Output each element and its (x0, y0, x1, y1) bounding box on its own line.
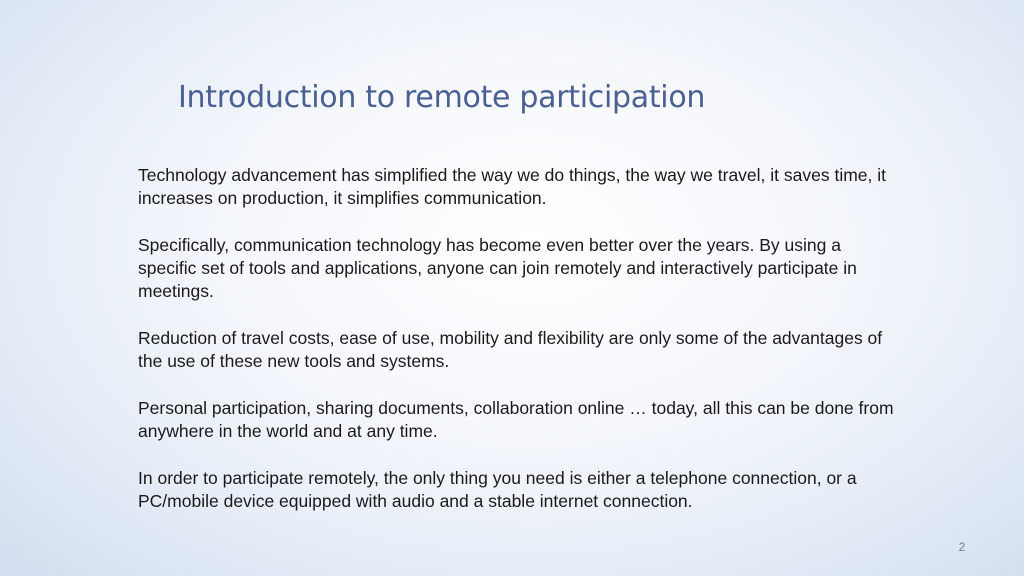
paragraph-advantages: Reduction of travel costs, ease of use, mobility and flexibility are only some of the advantages of the use of these new tools and systems. (138, 328, 883, 372)
paragraph-communication-technology: Specifically, communication technology has become even better over the years. By using a specific set of tools and applications, anyone can join remotely and interactively participate in meetings. (138, 234, 857, 302)
paragraph-requirements: In order to participate remotely, the only thing you need is either a telephone connection, or a PC/mobile device equipped with audio and a stable internet connection. (138, 467, 857, 512)
paragraph-technology-advancement: Technology advancement has simplified the way we do things, the way we travel, it saves time, it increases on production, it simplifies communication. (138, 165, 887, 209)
page-number: 2 (958, 540, 966, 554)
paragraph-personal-participation: Personal participation, sharing documents, collaboration online … today, all this can be done from anywhere in the world and at any time. (138, 397, 894, 442)
slide-title: Introduction to remote participation (178, 80, 706, 115)
slide-body (138, 164, 898, 537)
